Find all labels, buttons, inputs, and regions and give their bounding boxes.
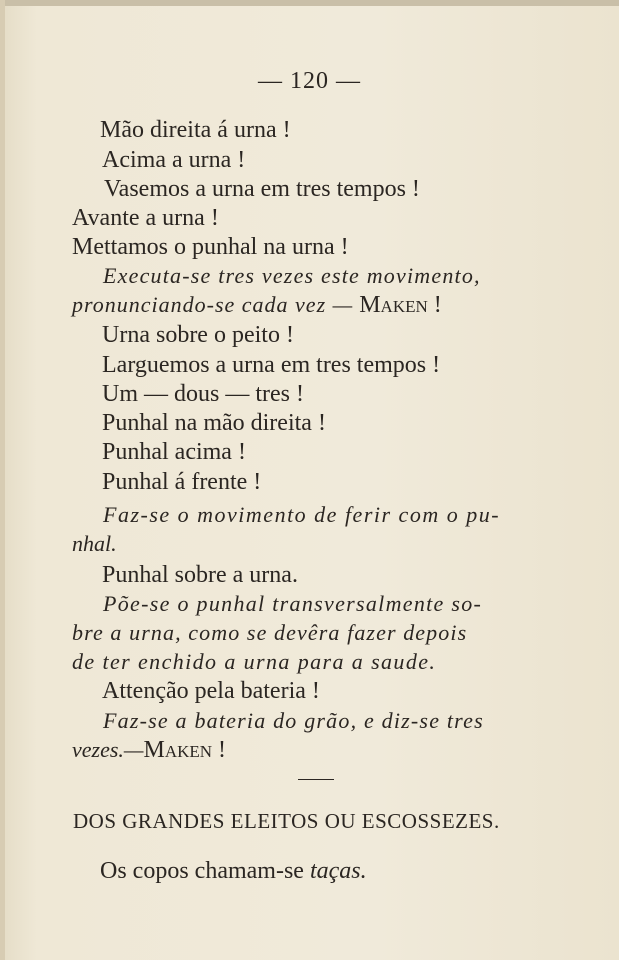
text-line: Larguemos a urna em tres tempos ! — [102, 352, 441, 378]
text-line-italic: de ter enchido a urna para a saude. — [72, 649, 437, 674]
roman-run: Os copos chamam-se — [100, 858, 304, 884]
text-line: Vasemos a urna em tres tempos ! — [104, 176, 420, 202]
text-line-italic: Faz-se a bateria do grão, e diz-se tres — [103, 708, 484, 733]
section-heading: DOS GRANDES ELEITOS OU ESCOSSEZES. — [73, 809, 500, 833]
page-number: — 120 — — [258, 68, 361, 94]
maken-word: Maken ! — [143, 737, 227, 763]
text-line: Urna sobre o peito ! — [102, 322, 294, 348]
text-line: Avante a urna ! — [72, 205, 219, 231]
text-line-mixed — [72, 290, 442, 320]
text-line-italic: nhal. — [72, 531, 117, 556]
text-line-italic: Executa-se tres vezes este movimento, — [103, 263, 481, 288]
page-edge-top — [0, 0, 619, 6]
text-line: Mettamos o punhal na urna ! — [72, 234, 349, 260]
page-edge-left — [0, 0, 5, 960]
text-line: Um — dous — tres ! — [102, 381, 304, 407]
text-line-italic: bre a urna, como se devêra fazer depois — [72, 620, 468, 645]
text-line: Punhal na mão direita ! — [102, 410, 326, 436]
italic-run: pronunciando-se cada vez — — [72, 292, 354, 317]
text-line: Mão direita á urna ! — [100, 117, 291, 143]
text-line: Punhal sobre a urna. — [102, 562, 298, 588]
italic-run: taças. — [309, 858, 367, 884]
maken-word: Maken ! — [359, 292, 442, 318]
text-line-italic: Põe-se o punhal transversalmente so- — [103, 591, 483, 616]
text-line: Punhal á frente ! — [102, 469, 262, 495]
text-line: Punhal acima ! — [102, 439, 246, 465]
text-line-italic: Faz-se o movimento de ferir com o pu- — [103, 502, 501, 527]
text-line: Attenção pela bateria ! — [102, 678, 320, 704]
italic-run: vezes.— — [72, 737, 144, 762]
section-rule — [298, 779, 334, 780]
text-line: Acima a urna ! — [102, 147, 246, 173]
text-line-mixed — [72, 735, 226, 765]
text-line-mixed — [100, 856, 367, 886]
